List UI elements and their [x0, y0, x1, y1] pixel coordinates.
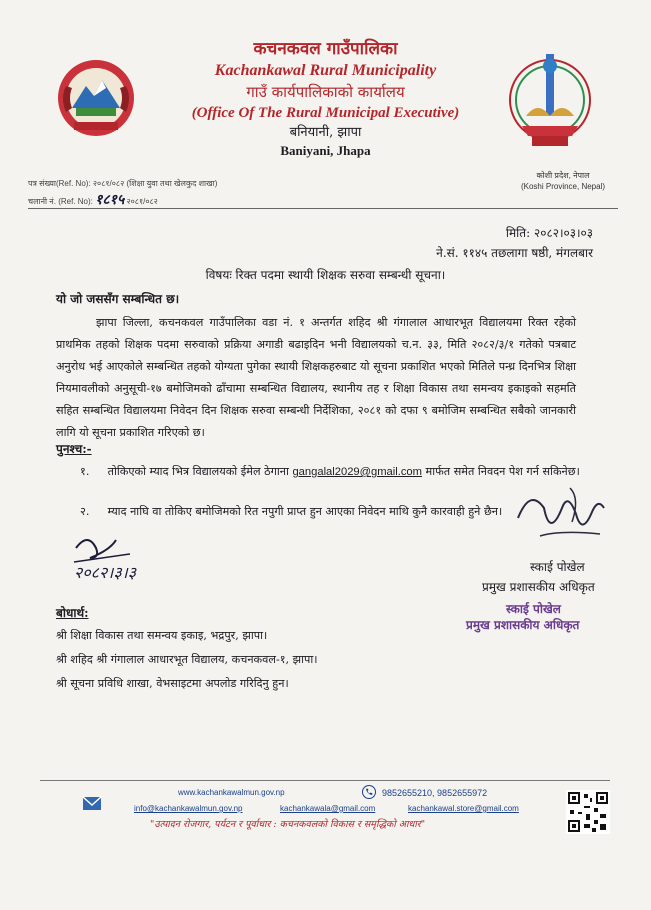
- location-np: बनियानी, झापा: [289, 125, 362, 140]
- postscript-heading: पुनश्च:-: [56, 442, 92, 456]
- letterhead: [150, 38, 501, 160]
- letter-body: झापा जिल्ला, कचनकवल गाउँपालिका वडा नं. १ अन्तर्गत शहिद श्री गंगालाल आधारभूत विद्यालयमा रिक्त रहेको प्राथमिक तहको शिक्षक पदमा सरुवाको प्रक्रिया अगाडी बढाइदिन भनी विद्यालयको च.न. ३३, मिति २०८२/३/१ गतेको पत्रबाट अनुरोध भई आएकोले सम्बन्धित तहको योग्यता पुगेका स्थायी शिक्षकहरुबाट यो सूचना प्रकाशित भएको मितिले पन्ध्र दिनभित्र शिक्षा नियमावलीको अनुसूची-१७ बमोजिमको ढाँचामा सम्बन्धित विद्यालय, स्थानीय तह र शिक्षा विकास तथा समन्वय इकाइको सहमति सहित सम्बन्धित विद्यालयमा निवेदन दिन शिक्षक सरुवा सम्बन्धी निर्देशिका, २०८१ को दफा ९ बमोजिम सम्बन्धित सबैको जानकारी लागि यो सूचना प्रकाशित गरिएको छ।: [56, 316, 576, 439]
- footer-email-info[interactable]: info@kachankawalmun.gov.np: [134, 804, 243, 813]
- postscript-number: १.: [80, 465, 90, 478]
- qr-code-icon: [566, 790, 610, 834]
- footer-email-store[interactable]: kachankawal.store@gmail.com: [408, 804, 519, 813]
- stamp-name: स्काई पोखेल: [506, 602, 561, 616]
- phone-icon: [362, 785, 376, 799]
- footer-slogan: "उत्पादन रोजगार, पर्यटन र पूर्वाधार : कचनकवलको विकास र समृद्धिको आधार": [150, 819, 426, 830]
- cc-item: श्री सूचना प्रविधि शाखा, वेभसाइटमा अपलोड गरिदिनु हुन।: [56, 677, 289, 690]
- municipality-name-np: कचनकवल गाउँपालिका: [253, 39, 398, 59]
- location-en: Baniyani, Jhapa: [280, 143, 371, 158]
- signer-name: स्काई पोखेल: [530, 560, 585, 574]
- cc-heading: बोधार्थ:: [56, 606, 89, 620]
- footer-phone: 9852655210, 9852655972: [382, 788, 488, 798]
- municipality-logo-icon: [508, 44, 592, 156]
- chalani-value: १८१५: [95, 193, 125, 208]
- postscript-text: तोकिएको म्याद भित्र विद्यालयको ईमेल ठेगाना: [107, 465, 289, 478]
- office-name-np: गाउँ कार्यपालिकाको कार्यालय: [246, 83, 405, 101]
- province-label: [508, 170, 618, 192]
- chalani-label: चलानी नं. (Ref. No):: [28, 197, 93, 206]
- office-name-en: (Office Of The Rural Municipal Executive): [191, 105, 460, 121]
- mail-icon: [82, 794, 102, 812]
- salutation: यो जो जससँग सम्बन्धित छ।: [56, 292, 180, 306]
- stamp-title: प्रमुख प्रशासकीय अधिकृत: [466, 618, 580, 632]
- footer-email-office[interactable]: kachankawala@gmail.com: [280, 804, 376, 813]
- province-en: (Koshi Province, Nepal): [520, 182, 606, 191]
- initials-date: २०८२।३।३: [74, 563, 137, 582]
- cc-item: श्री शिक्षा विकास तथा समन्वय इकाइ, भद्रपुर, झापा।: [56, 629, 268, 642]
- patra-label: पत्र संख्या(Ref. No):: [28, 179, 91, 188]
- patra-sankhya: [28, 178, 217, 189]
- nepal-emblem-icon: [54, 56, 138, 140]
- postscript-text-after: मार्फत समेत निवदन पेश गर्न सकिनेछ।: [425, 465, 580, 478]
- signature-icon: [510, 478, 610, 558]
- municipality-name-en: Kachankawal Rural Municipality: [214, 62, 437, 79]
- letter-subject: विषयः रिक्त पदमा स्थायी शिक्षक सरुवा सम्बन्धी सूचना।: [205, 268, 446, 282]
- signer-title: प्रमुख प्रशासकीय अधिकृत: [482, 580, 595, 594]
- postscript-text: म्याद नाघि वा तोकिए बमोजिमको रित नपुगी प्राप्त हुन आएका निवेदन माथि कुनै कारवाही हुने छैन।: [107, 505, 503, 518]
- chalani-number: [28, 190, 158, 209]
- letter-date: मिति: २०८२।०३।०३: [505, 226, 593, 240]
- chalani-year: २०८१/०८२: [126, 197, 158, 206]
- cc-item: श्री शहिद श्री गंगालाल आधारभूत विद्यालय, कचनकवल-१, झापा।: [56, 653, 318, 666]
- header-divider: [28, 208, 618, 209]
- postscript-item: [80, 502, 580, 522]
- postscript-item: [80, 462, 580, 482]
- postscript-number: २.: [80, 505, 90, 518]
- footer-website[interactable]: www.kachankawalmun.gov.np: [178, 788, 285, 797]
- patra-value: २०८१/०८२ (शिक्षा युवा तथा खेलकुद शाखा): [92, 179, 218, 188]
- nepal-samvat-date: ने.सं. ११४५ तछलागा षष्ठी, मंगलबार: [436, 246, 593, 260]
- school-email-link[interactable]: gangalal2029@gmail.com: [292, 466, 422, 478]
- province-np: कोशी प्रदेश, नेपाल: [536, 171, 590, 180]
- initials-icon: [70, 528, 180, 588]
- footer-divider: [40, 780, 610, 781]
